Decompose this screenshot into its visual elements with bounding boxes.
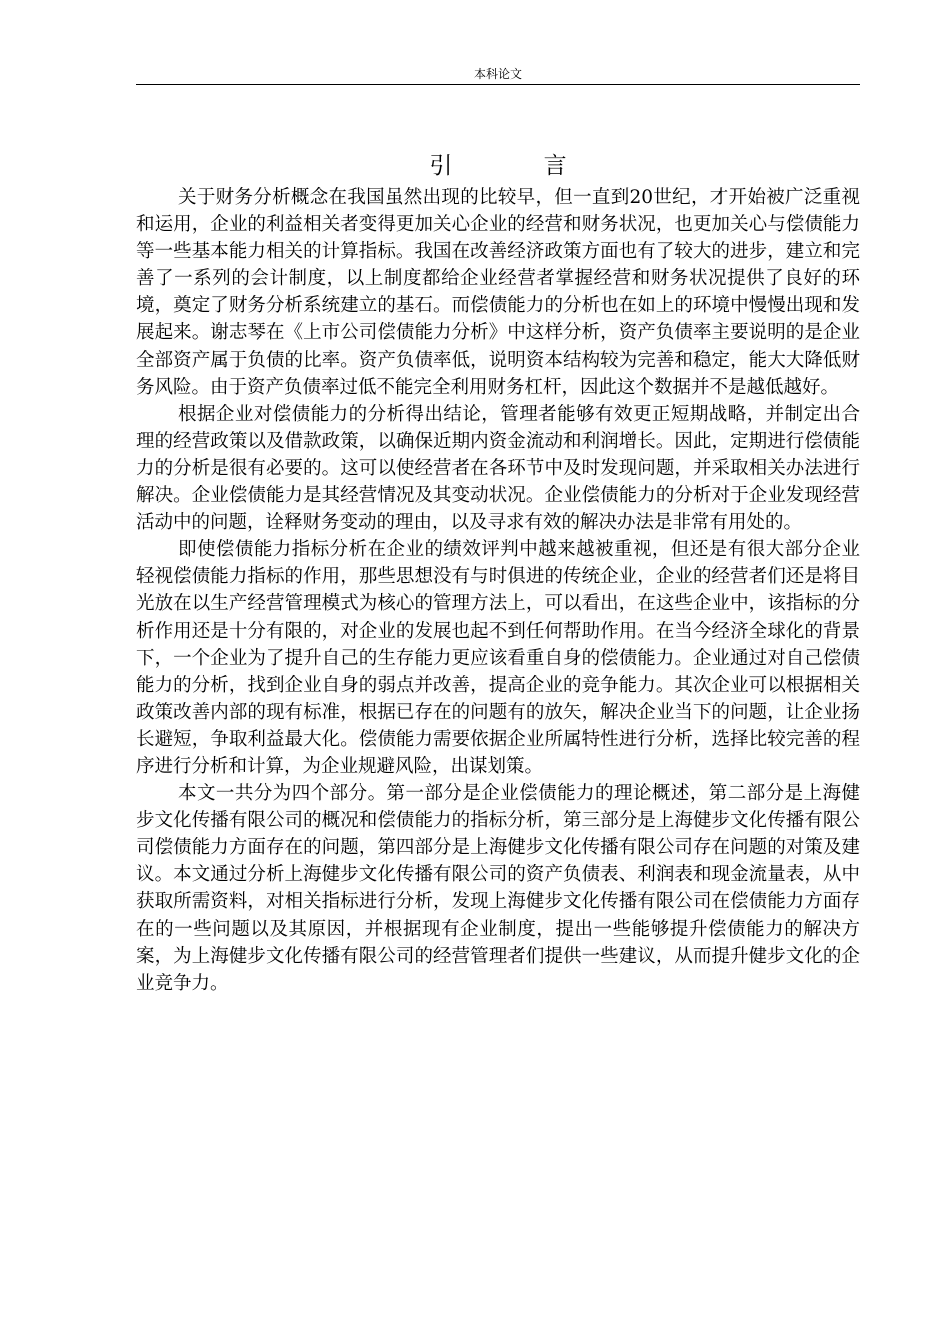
paragraph: 本文一共分为四个部分。第一部分是企业偿债能力的理论概述，第二部分是上海健步文化传播有限公司的概况和偿债能力的指标分析，第三部分是上海健步文化传播有限公司偿债能力方面存在的问题，第四部分是上海健步文化传播有限公司存在问题的对策及建议。本文通过分析上海健步文化传播有限公司的资产负债表、利润表和现金流量表，从中获取所需资料，对相关指标进行分析，发现上海健步文化传播有限公司在偿债能力方面存在的一些问题以及其原因，并根据现有企业制度，提出一些能够提升偿债能力的解决方案，为上海健步文化传播有限公司的经营管理者们提供一些建议，从而提升健步文化的企业竞争力。 [136, 783, 860, 994]
paragraph: 关于财务分析概念在我国虽然出现的比较早，但一直到20世纪，才开始被广泛重视和运用，企业的利益相关者变得更加关心企业的经营和财务状况，也更加关心与偿债能力等一些基本能力相关的计算指标。我国在改善经济政策方面也有了较大的进步，建立和完善了一系列的会计制度，以上制度都给企业经营者掌握经营和财务状况提供了良好的环境，奠定了财务分析系统建立的基石。而偿债能力的分析也在如上的环境中慢慢出现和发展起来。谢志琴在《上市公司偿债能力分析》中这样分析，资产负债率主要说明的是企业全部资产属于负债的比率。资产负债率低，说明资本结构较为完善和稳定，能大大降低财务风险。由于资产负债率过低不能完全利用财务杠杆，因此这个数据并不是越低越好。 [136, 187, 860, 398]
running-header [136, 66, 860, 85]
paragraph: 根据企业对偿债能力的分析得出结论，管理者能够有效更正短期战略，并制定出合理的经营政策以及借款政策，以确保近期内资金流动和利润增长。因此，定期进行偿债能力的分析是很有必要的。这可以使经营者在各环节中及时发现问题，并采取相关办法进行解决。企业偿债能力是其经营情况及其变动状况。企业偿债能力的分析对于企业发现经营活动中的问题，诠释财务变动的理由，以及寻求有效的解决办法是非常有用处的。 [136, 403, 860, 534]
paragraph: 即使偿债能力指标分析在企业的绩效评判中越来越被重视，但还是有很大部分企业轻视偿债能力指标的作用，那些思想没有与时俱进的传统企业，企业的经营者们还是将目光放在以生产经营管理模式为核心的管理方法上，可以看出，在这些企业中，该指标的分析作用还是十分有限的，对企业的发展也起不到任何帮助作用。在当今经济全球化的背景下，一个企业为了提升自己的生存能力更应该看重自身的偿债能力。企业通过对自己偿债能力的分析，找到企业自身的弱点并改善，提高企业的竞争能力。其次企业可以根据相关政策改善内部的现有标准，根据已存在的问题有的放矢，解决企业当下的问题，让企业扬长避短，争取利益最大化。偿债能力需要依据企业所属特性进行分析，选择比较完善的程序进行分析和计算，为企业规避风险，出谋划策。 [136, 539, 860, 777]
header-text: 本科论文 [473, 67, 522, 81]
body-text [136, 184, 860, 997]
section-title: 引 言 [429, 153, 609, 179]
